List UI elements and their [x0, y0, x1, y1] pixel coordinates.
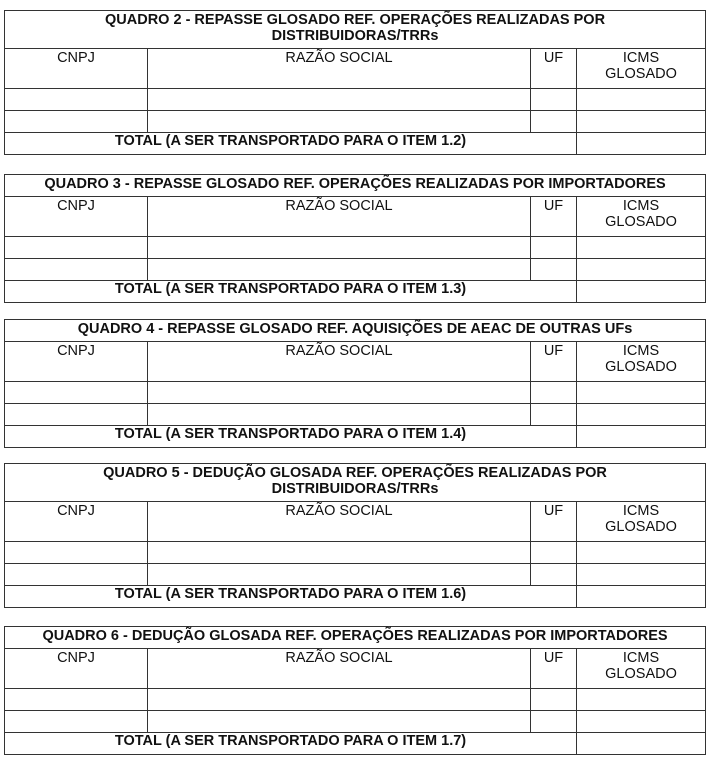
- table-row: [5, 689, 706, 711]
- cell-razao-social[interactable]: [148, 259, 531, 281]
- quadro-6-table: [4, 626, 706, 755]
- quadro-2-title-line1: QUADRO 2 - REPASSE GLOSADO REF. OPERAÇÕES REALIZADAS POR: [105, 12, 606, 28]
- cell-razao-social[interactable]: [148, 89, 531, 111]
- header-uf: UF: [531, 502, 577, 542]
- table-row: [5, 89, 706, 111]
- cell-razao-social[interactable]: [148, 689, 531, 711]
- header-icms-line1: ICMS: [622, 50, 660, 66]
- cell-razao-social[interactable]: [148, 382, 531, 404]
- header-razao-social: RAZÃO SOCIAL: [148, 197, 531, 237]
- cell-uf[interactable]: [531, 382, 577, 404]
- header-icms-line1: ICMS: [622, 198, 660, 214]
- quadro-3-table: [4, 174, 706, 303]
- quadro-2-title: [5, 11, 706, 49]
- quadro-5-title-line2: DISTRIBUIDORAS/TRRs: [271, 481, 439, 497]
- cell-icms[interactable]: [577, 237, 706, 259]
- quadro-3-total-label: TOTAL (A SER TRANSPORTADO PARA O ITEM 1.3): [5, 281, 577, 303]
- quadro-2-title-line2: DISTRIBUIDORAS/TRRs: [271, 28, 439, 44]
- header-uf: UF: [531, 342, 577, 382]
- cell-uf[interactable]: [531, 404, 577, 426]
- cell-uf[interactable]: [531, 711, 577, 733]
- quadro-5-total-label: TOTAL (A SER TRANSPORTADO PARA O ITEM 1.6): [5, 586, 577, 608]
- header-icms-line2: GLOSADO: [605, 666, 677, 682]
- table-row: [5, 542, 706, 564]
- quadro-6-total-label: TOTAL (A SER TRANSPORTADO PARA O ITEM 1.7): [5, 733, 577, 755]
- quadro-4: [4, 319, 705, 448]
- header-razao-social: RAZÃO SOCIAL: [148, 49, 531, 89]
- table-row: [5, 237, 706, 259]
- cell-icms[interactable]: [577, 111, 706, 133]
- quadro-2: [4, 10, 705, 155]
- cell-cnpj[interactable]: [5, 89, 148, 111]
- cell-uf[interactable]: [531, 89, 577, 111]
- quadro-6-total-value[interactable]: [577, 733, 706, 755]
- cell-razao-social[interactable]: [148, 404, 531, 426]
- quadro-5-title: [5, 464, 706, 502]
- cell-uf[interactable]: [531, 237, 577, 259]
- header-cnpj: CNPJ: [5, 502, 148, 542]
- cell-uf[interactable]: [531, 259, 577, 281]
- header-razao-social: RAZÃO SOCIAL: [148, 649, 531, 689]
- cell-icms[interactable]: [577, 404, 706, 426]
- quadro-5-title-line1: QUADRO 5 - DEDUÇÃO GLOSADA REF. OPERAÇÕES REALIZADAS POR: [103, 465, 607, 481]
- cell-razao-social[interactable]: [148, 542, 531, 564]
- cell-cnpj[interactable]: [5, 111, 148, 133]
- header-icms-glosado: [577, 197, 706, 237]
- cell-cnpj[interactable]: [5, 237, 148, 259]
- header-cnpj: CNPJ: [5, 649, 148, 689]
- header-icms-line2: GLOSADO: [605, 359, 677, 375]
- cell-cnpj[interactable]: [5, 711, 148, 733]
- table-row: [5, 711, 706, 733]
- quadro-3-total-value[interactable]: [577, 281, 706, 303]
- header-icms-line1: ICMS: [622, 343, 660, 359]
- header-cnpj: CNPJ: [5, 342, 148, 382]
- cell-icms[interactable]: [577, 542, 706, 564]
- quadro-3-title-line1: QUADRO 3 - REPASSE GLOSADO REF. OPERAÇÕES REALIZADAS POR IMPORTADORES: [44, 176, 666, 192]
- header-icms-glosado: [577, 502, 706, 542]
- header-icms-line2: GLOSADO: [605, 214, 677, 230]
- quadro-3-title: [5, 175, 706, 197]
- cell-cnpj[interactable]: [5, 382, 148, 404]
- cell-icms[interactable]: [577, 711, 706, 733]
- header-icms-glosado: [577, 49, 706, 89]
- table-row: [5, 259, 706, 281]
- cell-uf[interactable]: [531, 689, 577, 711]
- quadro-6-title-line1: QUADRO 6 - DEDUÇÃO GLOSADA REF. OPERAÇÕES REALIZADAS POR IMPORTADORES: [42, 628, 668, 644]
- quadro-4-table: [4, 319, 706, 448]
- header-uf: UF: [531, 197, 577, 237]
- table-row: [5, 564, 706, 586]
- table-row: [5, 404, 706, 426]
- cell-icms[interactable]: [577, 259, 706, 281]
- cell-uf[interactable]: [531, 111, 577, 133]
- quadro-3: [4, 174, 705, 303]
- header-icms-line2: GLOSADO: [605, 66, 677, 82]
- quadro-5: [4, 463, 705, 608]
- header-razao-social: RAZÃO SOCIAL: [148, 502, 531, 542]
- quadro-5-total-value[interactable]: [577, 586, 706, 608]
- cell-icms[interactable]: [577, 564, 706, 586]
- header-cnpj: CNPJ: [5, 49, 148, 89]
- quadro-4-total-label: TOTAL (A SER TRANSPORTADO PARA O ITEM 1.4): [5, 426, 577, 448]
- cell-uf[interactable]: [531, 542, 577, 564]
- quadro-4-total-value[interactable]: [577, 426, 706, 448]
- quadro-2-total-value[interactable]: [577, 133, 706, 155]
- quadro-2-total-label: TOTAL (A SER TRANSPORTADO PARA O ITEM 1.2): [5, 133, 577, 155]
- cell-cnpj[interactable]: [5, 689, 148, 711]
- header-uf: UF: [531, 649, 577, 689]
- cell-razao-social[interactable]: [148, 111, 531, 133]
- cell-razao-social[interactable]: [148, 711, 531, 733]
- header-cnpj: CNPJ: [5, 197, 148, 237]
- quadro-5-table: [4, 463, 706, 608]
- cell-icms[interactable]: [577, 382, 706, 404]
- header-icms-line2: GLOSADO: [605, 519, 677, 535]
- table-row: [5, 382, 706, 404]
- cell-cnpj[interactable]: [5, 564, 148, 586]
- cell-icms[interactable]: [577, 89, 706, 111]
- header-icms-glosado: [577, 342, 706, 382]
- quadro-4-title-line1: QUADRO 4 - REPASSE GLOSADO REF. AQUISIÇÕES DE AEAC DE OUTRAS UFs: [77, 321, 633, 337]
- header-icms-line1: ICMS: [622, 650, 660, 666]
- quadro-6-title: [5, 627, 706, 649]
- cell-razao-social[interactable]: [148, 237, 531, 259]
- cell-icms[interactable]: [577, 689, 706, 711]
- header-icms-line1: ICMS: [622, 503, 660, 519]
- header-uf: UF: [531, 49, 577, 89]
- header-razao-social: RAZÃO SOCIAL: [148, 342, 531, 382]
- quadro-4-title: [5, 320, 706, 342]
- quadro-2-table: [4, 10, 706, 155]
- cell-cnpj[interactable]: [5, 259, 148, 281]
- table-row: [5, 111, 706, 133]
- cell-uf[interactable]: [531, 564, 577, 586]
- cell-cnpj[interactable]: [5, 542, 148, 564]
- cell-cnpj[interactable]: [5, 404, 148, 426]
- cell-razao-social[interactable]: [148, 564, 531, 586]
- quadro-6: [4, 626, 705, 755]
- header-icms-glosado: [577, 649, 706, 689]
